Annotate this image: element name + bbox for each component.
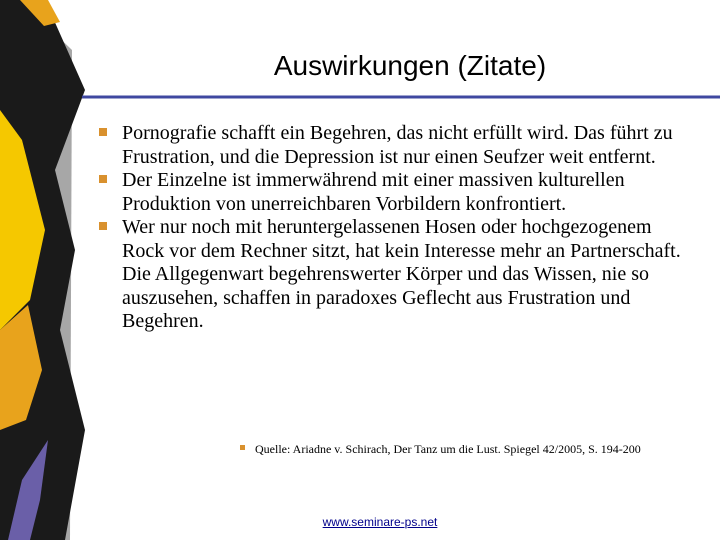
list-item <box>98 122 698 169</box>
footer-link[interactable]: www.seminare-ps.net <box>322 515 438 529</box>
square-bullet-icon <box>99 222 107 230</box>
bullet-text: Der Einzelne ist immerwährend mit einer massiven kulturellen Produktion von unerreichbaren Vorbildern konfrontiert. <box>122 169 625 215</box>
list-item <box>98 169 698 216</box>
slide-title: Auswirkungen (Zitate) <box>273 50 547 81</box>
source-citation <box>240 442 641 457</box>
list-item <box>98 216 698 334</box>
bullet-text: Pornografie schafft ein Begehren, das nicht erfüllt wird. Das führt zu Frustration, und die Depression ist nur einen Seufzer weit entfernt. <box>122 122 673 168</box>
source-text: Quelle: Ariadne v. Schirach, Der Tanz um die Lust. Spiegel 42/2005, S. 194-200 <box>255 442 641 456</box>
square-bullet-icon <box>99 175 107 183</box>
bullet-list <box>98 122 698 334</box>
square-bullet-icon <box>240 445 245 450</box>
square-bullet-icon <box>99 128 107 136</box>
bullet-text: Wer nur noch mit heruntergelassenen Hosen oder hochgezogenem Rock vor dem Rechner sitzt, hat kein Interesse mehr an Partnerschaft. Die Allgegenwart begehrenswerter Körper und das Wissen, nie so auszusehen, schaffen in paradoxes Geflecht aus Frustration und Begehren. <box>122 216 681 332</box>
